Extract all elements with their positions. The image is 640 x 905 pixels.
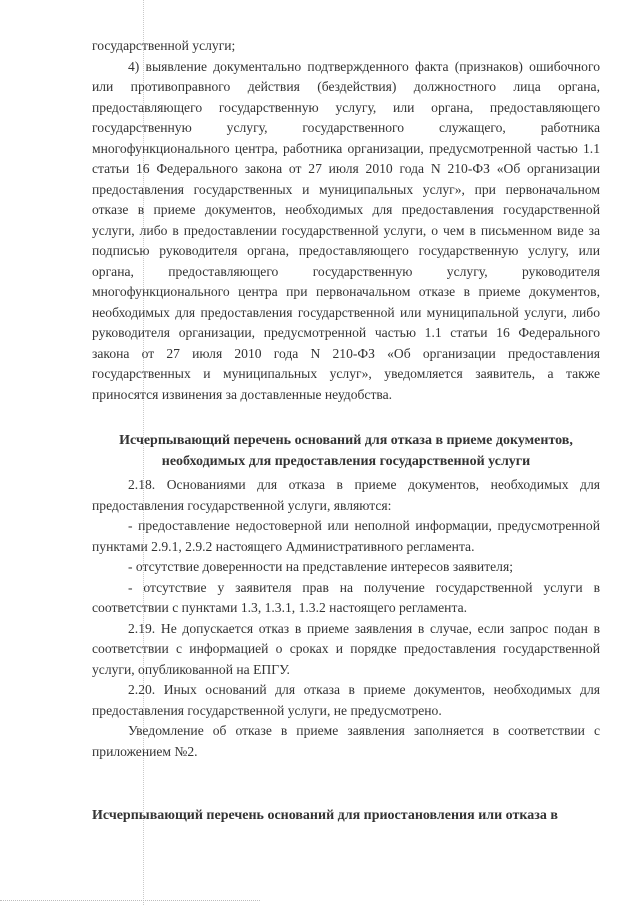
list-item-no-power-of-attorney: - отсутствие доверенности на представление интересов заявителя;	[128, 559, 513, 574]
paragraph-2-20: 2.20. Иных оснований для отказа в приеме документов, необходимых для предоставления государственной услуги, не предусмотрено.	[92, 682, 600, 718]
paragraph-2-19: 2.19. Не допускается отказ в приеме заявления в случае, если запрос подан в соответствии с информацией о сроках и порядке предоставления государственной услуги, опубликованной на ЕПГУ.	[92, 620, 600, 677]
list-item-no-rights: - отсутствие у заявителя прав на получение государственной услуги в соответствии с пунктами 1.3, 1.3.1, 1.3.2 настоящего регламента.	[92, 579, 600, 615]
list-item-unreliable-info: - предоставление недостоверной или неполной информации, предусмотренной пунктами 2.9.1, 2.9.2 настоящего Административного регламента.	[92, 518, 600, 554]
scan-bottom-edge	[0, 900, 260, 901]
section-heading-line-1: Исчерпывающий перечень оснований для отказа в приеме документов,	[119, 433, 573, 448]
paragraph-item-4: 4) выявление документально подтвержденного факта (признаков) ошибочного или противоправного действия (бездействия) должностного лица органа, предоставляющего государственную услугу, или органа, предоставляющего государственную услугу, государственного служащего, работника многофункционального центра, работника организации, предусмотренной частью 1.1 статьи 16 Федерального закона от 27 июля 2010 года N 210-ФЗ «Об организации предоставления государственных и муниципальных услуг», при первоначальном отказе в приеме документов, необходимых для предоставления государственной услуги, либо в предоставлении государственной услуги, о чем в письменном виде за подписью руководителя органа, предоставляющего государственную услугу, или органа, предоставляющего государственную услугу, руководителя многофункционального центра при первоначальном отказе в приеме документов, необходимых для предоставления государственной или муниципальной услуги, либо руководителя организации, предусмотренной частью 1.1 статьи 16 Федерального закона от 27 июля 2010 года N 210-ФЗ «Об организации предоставления государственных и муниципальных услуг», уведомляется заявитель, а также приносятся извинения за доставленные неудобства.	[92, 58, 600, 402]
paragraph-2-18: 2.18. Основаниями для отказа в приеме документов, необходимых для предоставления государственной услуги, являются:	[92, 477, 600, 513]
paragraph-continuation: государственной услуги;	[92, 38, 236, 53]
document-page	[92, 36, 600, 830]
section-heading-refusal-documents	[92, 431, 600, 472]
section-heading-line-2: необходимых для предоставления государственной услуги	[161, 453, 531, 469]
section-heading-suspension: Исчерпывающий перечень оснований для приостановления или отказа в	[92, 808, 558, 823]
paragraph-notification: Уведомление об отказе в приеме заявления заполняется в соответствии с приложением №2.	[92, 723, 600, 759]
